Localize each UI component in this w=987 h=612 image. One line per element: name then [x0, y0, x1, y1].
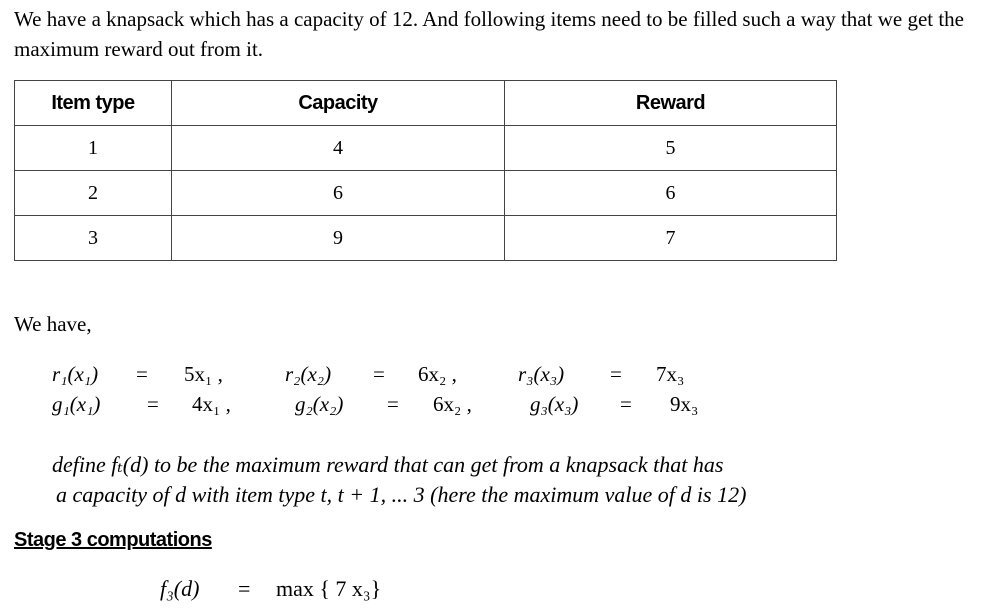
eq-lhs: r₁(x₁) [52, 362, 99, 386]
equation-g1 [52, 392, 231, 417]
cell: 9 [172, 216, 505, 261]
equation-r1 [52, 362, 223, 387]
eq-lhs: g₁(x₁) [52, 392, 101, 416]
eq-lhs: f₃(d) [160, 576, 200, 601]
cell: 6 [505, 171, 837, 216]
eq-op: = [620, 392, 632, 416]
equation-g3 [530, 392, 699, 417]
eq-rhs: 6x₂ , [418, 362, 457, 386]
eq-lhs: g₃(x₃) [530, 392, 579, 416]
header-item-type: Item type [15, 81, 172, 126]
eq-op: = [147, 392, 159, 416]
eq-lhs: r₂(x₂) [285, 362, 332, 386]
table-row [15, 171, 837, 216]
equation-r2 [285, 362, 457, 387]
definition-line-1: define fₜ(d) to be the maximum reward that can get from a knapsack that has [52, 452, 724, 477]
eq-op: = [387, 392, 399, 416]
cell: 5 [505, 126, 837, 171]
problem-statement: We have a knapsack which has a capacity of 12. And following items need to be filled such a way that we get the maximum reward out from it. [14, 7, 965, 61]
items-table [14, 80, 837, 261]
eq-lhs: g₂(x₂) [295, 392, 344, 416]
eq-rhs: 5x₁ , [184, 362, 223, 386]
cell: 3 [15, 216, 172, 261]
definition [52, 450, 746, 510]
cell: 6 [172, 171, 505, 216]
cell: 2 [15, 171, 172, 216]
stage-3-heading: Stage 3 computations [14, 529, 212, 551]
equation-g2 [295, 392, 472, 417]
eq-rhs: 6x₂ , [433, 392, 472, 416]
equation-r3 [518, 362, 685, 387]
eq-rhs: 9x₃ [670, 392, 699, 416]
cell: 7 [505, 216, 837, 261]
cell: 4 [172, 126, 505, 171]
table-row [15, 126, 837, 171]
eq-op: = [610, 362, 622, 386]
table-row [15, 216, 837, 261]
cell: 1 [15, 126, 172, 171]
we-have-label: We have, [14, 312, 92, 336]
definition-line-2: a capacity of d with item type t, t + 1, ... 3 (here the maximum value of d is 12) [56, 482, 747, 507]
eq-rhs: 7x₃ [656, 362, 685, 386]
eq-lhs: r₃(x₃) [518, 362, 565, 386]
eq-op: = [238, 576, 251, 601]
eq-rhs: max { 7 x₃} [276, 576, 382, 601]
table-header-row [15, 81, 837, 126]
header-reward: Reward [505, 81, 837, 126]
stage-3-equation [160, 576, 382, 602]
eq-rhs: 4x₁ , [192, 392, 231, 416]
header-capacity: Capacity [172, 81, 505, 126]
eq-op: = [136, 362, 148, 386]
eq-op: = [373, 362, 385, 386]
